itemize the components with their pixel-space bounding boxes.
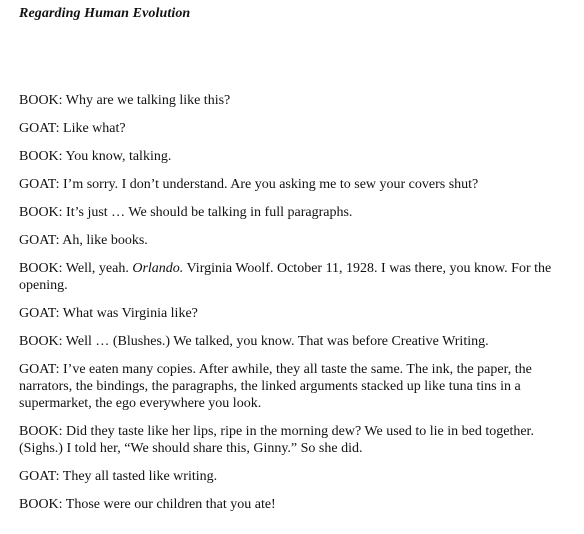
dialogue-line-part: Virginia Woolf. October 11, 1928. I was there, you know. For the opening.: [19, 261, 552, 293]
dialogue-line: BOOK: Why are we talking like this?: [19, 93, 231, 108]
dialogue-line: BOOK: You know, talking.: [19, 149, 172, 164]
dialogue-line: BOOK: Those were our children that you ate!: [19, 497, 276, 512]
dialogue-body: [19, 92, 571, 524]
dialogue-line-part: BOOK: Well, yeah.: [19, 261, 133, 276]
dialogue-line: GOAT: Ah, like books.: [19, 233, 148, 248]
dialogue-line: BOOK: Did they taste like her lips, ripe in the morning dew? We used to lie in bed together. (Sighs.) I told her, “We should share this, Ginny.” So she did.: [19, 424, 534, 456]
dialogue-line: GOAT: Like what?: [19, 121, 126, 136]
dialogue-line: BOOK: Well … (Blushes.) We talked, you know. That was before Creative Writing.: [19, 334, 489, 349]
dialogue-line: GOAT: What was Virginia like?: [19, 306, 198, 321]
document-title: Regarding Human Evolution: [19, 6, 191, 21]
book-title-orlando: Orlando.: [132, 261, 184, 276]
dialogue-line: GOAT: I’m sorry. I don’t understand. Are you asking me to sew your covers shut?: [19, 177, 479, 192]
dialogue-line: GOAT: I’ve eaten many copies. After awhile, they all taste the same. The ink, the paper, the narrators, the bindings, the paragraphs, the linked arguments stacked up like tuna tins in a supermarket, the ego everywhere you look.: [19, 362, 532, 411]
dialogue-line: [19, 260, 571, 294]
dialogue-line: GOAT: They all tasted like writing.: [19, 469, 218, 484]
dialogue-line: BOOK: It’s just … We should be talking in full paragraphs.: [19, 205, 353, 220]
